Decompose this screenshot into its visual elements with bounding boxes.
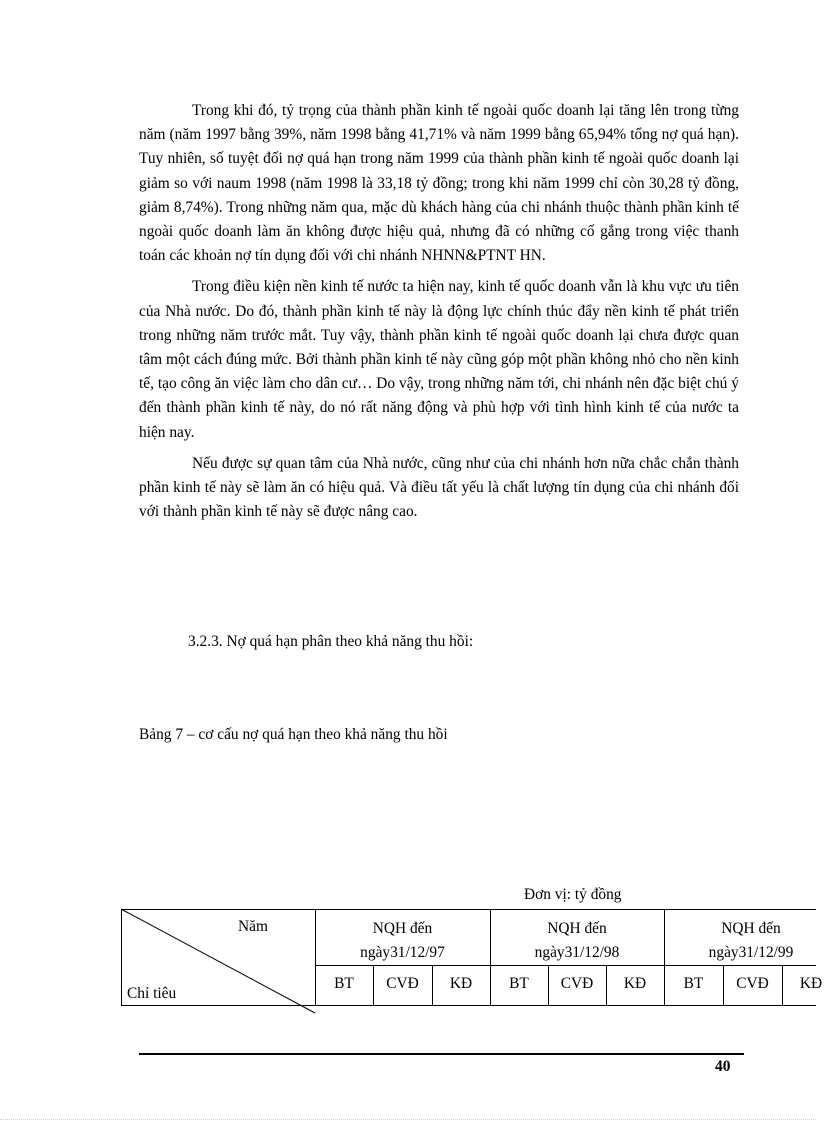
subcol-kd: KĐ [623,975,647,992]
paragraph-1: Trong khi đó, tỷ trọng của thành phần kinh tế ngoài quốc doanh lại tăng lên trong từng năm (năm 1997 bằng 39%, năm 1998 bằng 41,71% và năm 1999 bằng 65,94% tổng nợ quá hạn). Tuy nhiên, số tuyệt đối nợ quá hạn trong năm 1999 của thành phần kinh tế ngoài quốc doanh lại giảm so với naum 1998 (năm 1998 là 33,18 tỷ đồng; trong khi năm 1999 chỉ còn 30,28 tỷ đồng, giảm 8,74%). Trong những năm qua, mặc dù khách hàng của chi nhánh thuộc thành phần kinh tế ngoài quốc doanh làm ăn không được hiệu quả, nhưng đã có những cố gắng trong việc thanh toán các khoản nợ tín dụng đối với chi nhánh NHNN&PTNT HN. [139,102,739,265]
subcol-kd: KĐ [799,975,823,992]
group-header-line1: NQH đến [721,920,781,937]
table-caption: Bảng 7 – cơ cấu nợ quá hạn theo khả năng thu hồi [139,726,448,743]
group-header-1998 [490,917,664,965]
subcol-cvd: CVĐ [560,975,594,992]
page-number: 40 [715,1058,731,1075]
subcol-bt: BT [509,975,529,992]
overdue-debt-table [121,909,823,1007]
group-header-1999 [664,917,838,965]
subcol-kd: KĐ [449,975,473,992]
page-bottom-edge [0,1119,816,1120]
subcol-cvd: CVĐ [386,975,419,992]
paragraph-2: Trong điều kiện nền kinh tế nước ta hiện nay, kinh tế quốc doanh vẫn là khu vực ưu tiên của Nhà nước. Do đó, thành phần kinh tế này là động lực chính thúc đẩy nền kinh tế phát triển trong những năm trước mắt. Tuy vậy, thành phần kinh tế ngoài quốc doanh lại chưa được quan tâm một cách đúng mức. Bởi thành phần kinh tế này cũng góp một phần không nhỏ cho nền kinh tế, tạo công ăn việc làm cho dân cư… Do vậy, trong những năm tới, chi nhánh nên đặc biệt chú ý đến thành phần kinh tế này, do nó rất năng động và phù hợp với tình hình kinh tế của nước ta hiện nay. [139,278,739,441]
group-header-line2: ngày31/12/97 [360,944,445,961]
group-header-line1: NQH đến [372,920,433,937]
subcol-bt: BT [334,975,354,992]
section-subheading: 3.2.3. Nợ quá hạn phân theo khả năng thu hồi: [188,633,474,650]
unit-label: Đơn vị: tỷ đồng [524,886,622,903]
subcol-cvd: CVĐ [736,975,769,992]
group-header-line2: ngày31/12/99 [708,944,794,961]
corner-indicator-label: Chỉ tiêu [127,985,177,1002]
group-header-line1: NQH đến [547,920,607,937]
group-header-1997 [315,917,490,965]
subcol-bt: BT [683,975,704,992]
body-text [139,99,739,531]
group-header-line2: ngày31/12/98 [534,944,620,961]
paragraph-3: Nếu được sự quan tâm của Nhà nước, cũng như của chi nhánh hơn nữa chắc chắn thành phần kinh tế này sẽ làm ăn có hiệu quả. Và điều tất yếu là chất lượng tín dụng của chi nhánh đối với thành phần kinh tế này sẽ được nâng cao. [139,454,739,521]
footer-rule [139,1053,744,1055]
corner-year-label: Năm [238,918,268,935]
